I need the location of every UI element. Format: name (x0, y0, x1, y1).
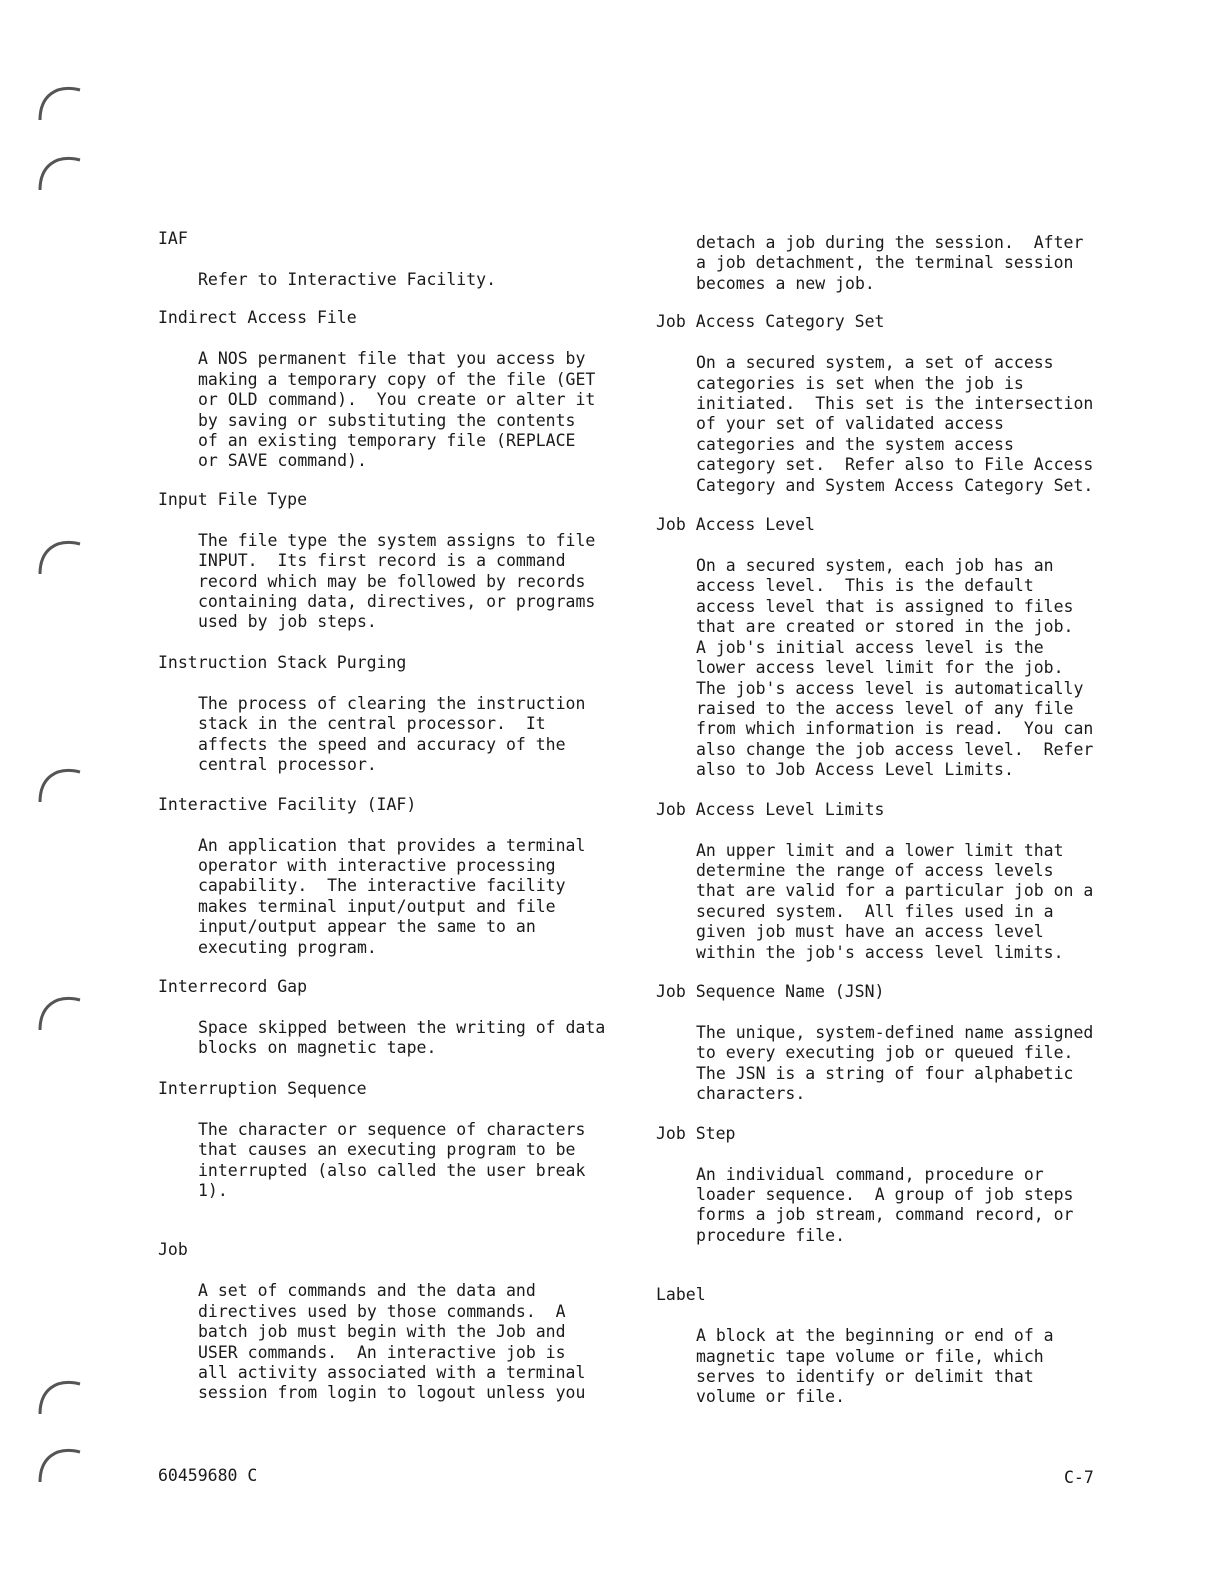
glossary-definition: The file type the system assigns to file INPUT. Its first record is a command record which may be followed by records containing data, directives, or programs used by job steps. (198, 530, 596, 632)
glossary-term: Job Access Level (656, 515, 815, 535)
punch-hole-mark (36, 76, 84, 124)
glossary-definition: A NOS permanent file that you access by making a temporary copy of the file (GET or OLD command). You create or alter it by saving or substituting the contents of an existing temporary file (REPLACE or SAVE command). (198, 349, 596, 471)
glossary-entry (158, 229, 628, 290)
glossary-entry (656, 800, 1126, 963)
glossary-definition: An application that provides a terminal operator with interactive processing capability. The interactive facility makes terminal input/output and file input/output appear the same to an executing program. (198, 835, 586, 957)
glossary-entry (656, 1124, 1126, 1247)
page-number: C-7 (1064, 1468, 1094, 1487)
glossary-entry (158, 1240, 628, 1403)
glossary-right-column (656, 233, 1126, 1408)
glossary-term: Job Access Category Set (656, 312, 885, 332)
glossary-definition: An upper limit and a lower limit that determine the range of access levels that are valid for a particular job on a secured system. All files used in a given job must have an access level within the job's access level limits. (696, 840, 1094, 962)
document-number: 60459680 C (158, 1466, 258, 1485)
glossary-term: Label (656, 1285, 706, 1305)
glossary-definition: On a secured system, a set of access categories is set when the job is initiated. This set is the intersection of your set of validated access categories and the system access category set. Refer also to File Access Category and System Access Category Set. (696, 353, 1094, 495)
punch-hole-mark (36, 1438, 84, 1486)
glossary-entry (158, 490, 628, 633)
glossary-definition: On a secured system, each job has an access level. This is the default access level that is assigned to files that are created or stored in the job. A job's initial access level is the lower access level limit for the job. The job's access level is automatically raised to the access level of any file from which information is read. You can also change the job access level. Refer also to Job Access Level Limits. (696, 556, 1094, 780)
glossary-term: Job Step (656, 1123, 736, 1143)
glossary-entry (158, 653, 628, 776)
glossary-term: Interactive Facility (IAF) (158, 794, 417, 814)
glossary-term: Indirect Access File (158, 308, 357, 328)
glossary-entry (656, 515, 1126, 780)
glossary-entry (158, 1079, 628, 1202)
glossary-definition: An individual command, procedure or loader sequence. A group of job steps forms a job stream, command record, or procedure file. (696, 1164, 1074, 1245)
glossary-entry (158, 977, 628, 1059)
punch-hole-mark (36, 758, 84, 806)
glossary-term: Interrecord Gap (158, 976, 308, 996)
glossary-term: IAF (158, 229, 188, 248)
glossary-term: Job Access Level Limits (656, 799, 885, 819)
glossary-definition-continuation: detach a job during the session. After a job detachment, the terminal session becomes a new job. (696, 233, 1084, 293)
glossary-entry (158, 308, 628, 471)
glossary-term: Job Sequence Name (JSN) (656, 981, 885, 1001)
glossary-entry (656, 312, 1126, 496)
punch-hole-mark (36, 530, 84, 578)
glossary-left-column (158, 229, 628, 1404)
glossary-definition: The unique, system-defined name assigned to every executing job or queued file. The JSN is a string of four alphabetic characters. (696, 1022, 1094, 1104)
glossary-term: Instruction Stack Purging (158, 652, 407, 672)
glossary-definition: The process of clearing the instruction stack in the central processor. It affects the speed and accuracy of the central processor. (198, 693, 586, 775)
punch-hole-mark (36, 146, 84, 194)
glossary-term: Input File Type (158, 489, 308, 509)
glossary-definition: Space skipped between the writing of data blocks on magnetic tape. (198, 1017, 606, 1058)
glossary-term: Job (158, 1240, 188, 1260)
glossary-definition: Refer to Interactive Facility. (198, 270, 497, 289)
glossary-definition: A set of commands and the data and directives used by those commands. A batch job must begin with the Job and USER commands. An interactive job is all activity associated with a terminal session from login to logout unless you (198, 1281, 586, 1403)
glossary-definition: A block at the beginning or end of a magnetic tape volume or file, which serves to identify or delimit that volume or file. (696, 1326, 1054, 1407)
punch-hole-mark (36, 1370, 84, 1418)
punch-hole-mark (36, 986, 84, 1034)
glossary-definition: The character or sequence of characters that causes an executing program to be interrupted (also called the user break 1). (198, 1119, 586, 1200)
glossary-entry (656, 982, 1126, 1105)
glossary-entry (656, 1285, 1126, 1408)
glossary-entry (158, 795, 628, 958)
glossary-term: Interruption Sequence (158, 1078, 367, 1098)
